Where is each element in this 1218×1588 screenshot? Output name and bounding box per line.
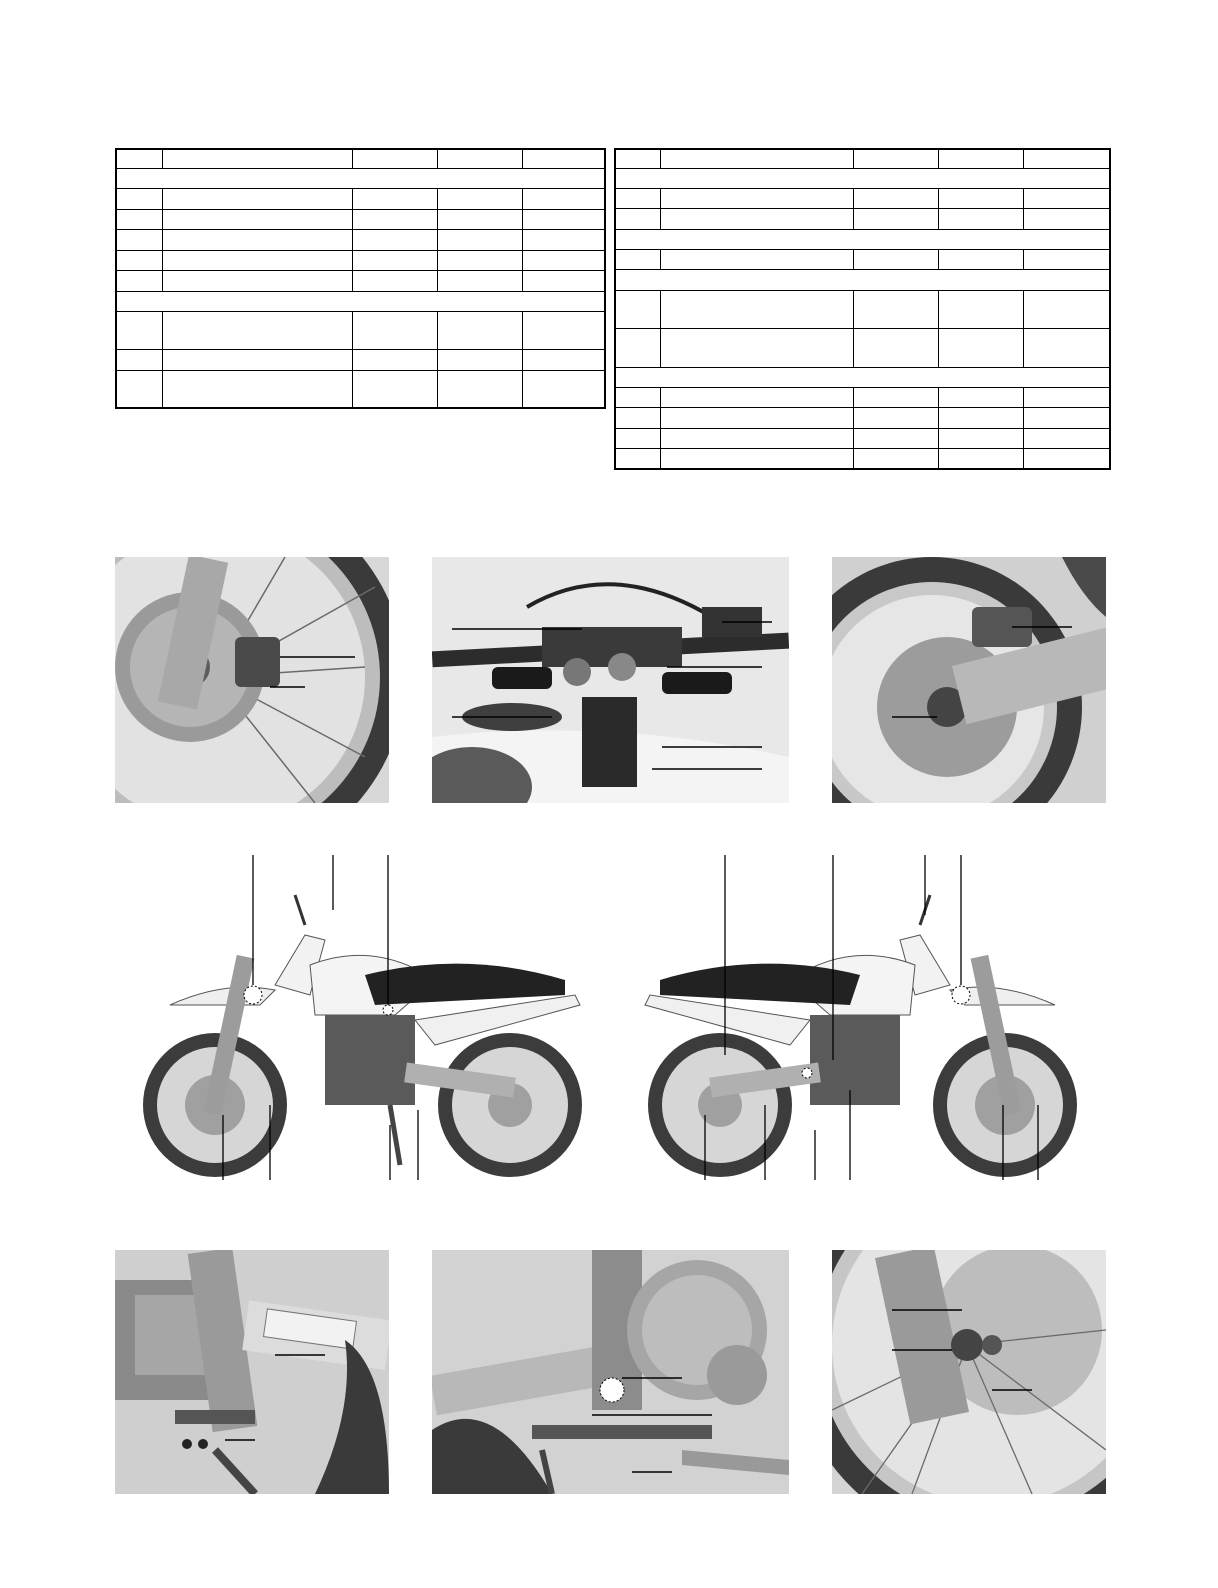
table-section-row (615, 168, 1110, 188)
table-row (615, 449, 1110, 469)
table-row (615, 250, 1110, 270)
right-engine-photo (432, 1250, 789, 1494)
table-row (116, 350, 605, 371)
right-side-view (645, 895, 1077, 1177)
left-footrest-photo (115, 1250, 389, 1494)
table-row (615, 189, 1110, 209)
table-row (116, 271, 605, 292)
table-section-row (615, 229, 1110, 249)
table-row (116, 250, 605, 271)
table-row (615, 388, 1110, 408)
left-spec-table (115, 148, 606, 409)
table-header-row (615, 149, 1110, 168)
table-section-row (615, 367, 1110, 387)
table-section-row (116, 291, 605, 312)
table-row (116, 209, 605, 230)
table-header-row (116, 149, 605, 168)
table-row (615, 209, 1110, 229)
table-row (116, 230, 605, 251)
front-brake-photo (115, 557, 389, 803)
table-row (615, 428, 1110, 448)
table-section-row (615, 270, 1110, 290)
table-row (615, 290, 1110, 329)
table-row (615, 329, 1110, 368)
table-row (116, 312, 605, 350)
table-section-row (116, 168, 605, 189)
table-row (116, 189, 605, 210)
front-axle-photo (832, 1250, 1106, 1494)
table-row (615, 408, 1110, 428)
right-spec-table (614, 148, 1111, 470)
left-side-view (143, 895, 582, 1177)
handlebar-photo (432, 557, 789, 803)
rear-brake-photo (832, 557, 1106, 803)
motorcycle-side-views (135, 855, 1090, 1200)
table-row (116, 370, 605, 408)
